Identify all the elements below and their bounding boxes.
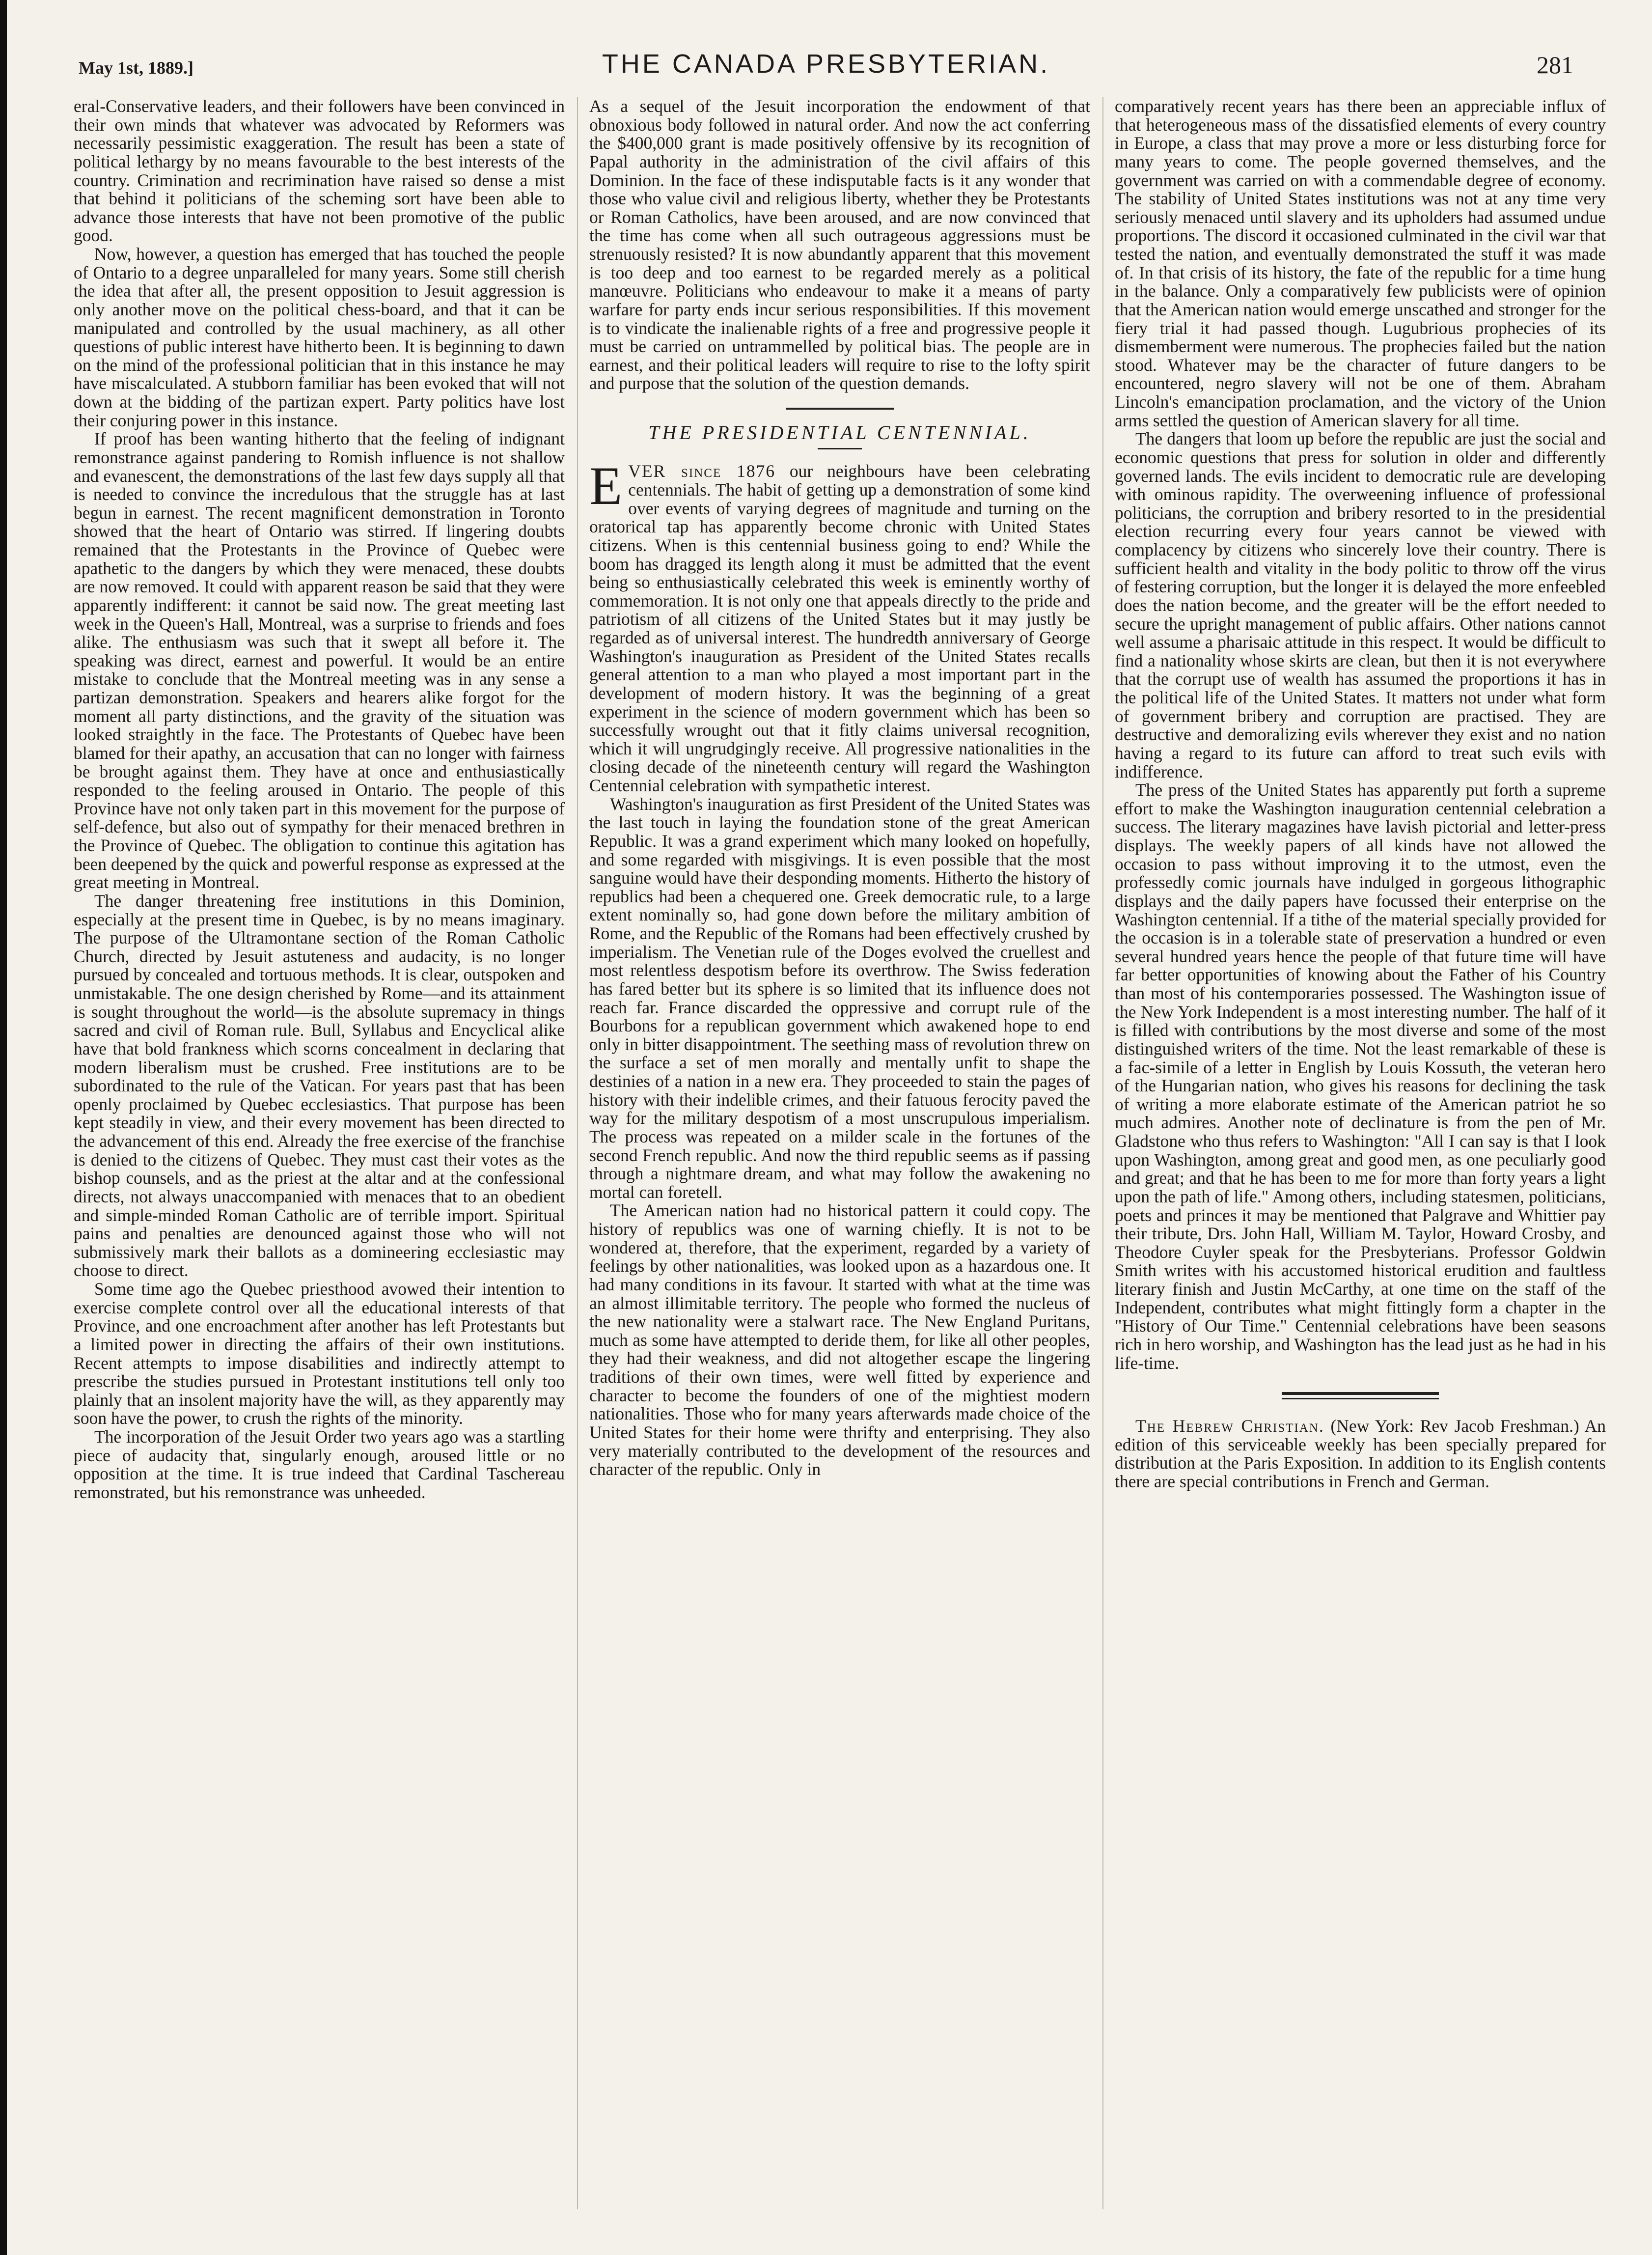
paragraph: The press of the United States has apparently put forth a supreme effort to make the Washington inauguration centennial celebration a success. The literary magazines have lavish pictorial and letter-press displays. The weekly papers of all kinds have not allowed the occasion to pass without improving it to the utmost, even the professedly comic journals have indulged in gorgeous lithographic displays and the daily papers have focussed their enterprise on the Washington centennial. If a tithe of the material specially provided for the occasion is in a tolerable state of preservation a hundred or even several hundred years hence the people of that future time will have far better opportunities of knowing about the Father of his Country than most of his contemporaries possessed. The Washington issue of the New York Independent is a most interesting number. The half of it is filled with contributions by the most diverse and some of the most distinguished writers of the time. Not the least remarkable of these is a fac-simile of a letter in English by Louis Kossuth, the veteran hero of the Hungarian nation, who gives his reasons for declining the task of writing a more elaborate estimate of the American patriot he so much admires. Another note of declinature is from the pen of Mr. Gladstone who thus refers to Washington: "All I can say is that I look upon Washington, among great and good men, as one peculiarly good and great; and that he has been to me for more than forty years a light upon the path of life." Among others, including statesmen, politicians, poets and princes it may be mentioned that Palgrave and Whittier pay their tribute, Drs. John Hall, William M. Taylor, Howard Crosby, and Theodore Cuyler speak for the Presbyterians. Professor Goldwin Smith writes with his accustomed historical erudition and faultless literary finish and Justin McCarthy, at one time on the staff of the Independent, contributes what might fittingly form a chapter in the "History of Our Time." Centennial celebrations have been seasons rich in hero worship, and Washington has the lead just as he had in his life-time. bbox=[1115, 780, 1606, 1373]
lead-text: our neighbours have been celebrating centennials. The habit of getting up a demonstration of some kind over events of varying degrees of magnitude and turning on the oratorical tap has apparently become chronic with United States citizens. When is this centennial business going to end? While the boom has dragged its length along it must be admitted that the event being so enthusiastically celebrated this week is eminently worthy of commemoration. It is not only one that appeals directly to the pride and patriotism of all citizens of the United States but it may justly be regarded as of universal interest. The hundredth anniversary of George Washington's inauguration as President of the United States recalls general attention to a man who played a most important part in the development of modern history. It was the beginning of a great experiment in the science of modern government which has been so successfully wrought out that it fitly claims universal recognition, which it will ungrudgingly receive. All progressive nationalities in the closing decade of the nineteenth century will regard the Washington Centennial celebration with sympathetic interest. bbox=[589, 461, 1090, 796]
paragraph: Washington's inauguration as first President of the United States was the last touch in laying the foundation stone of the great American Republic. It was a grand experiment which many looked on hopefully, and some regarded with misgivings. It is even possible that the most sanguine would have their desponding moments. Hitherto the history of republics had been a chequered one. Greek democratic rule, to a large extent nominally so, had gone down before the military ambition of Rome, and the Republic of the Romans had been effectively crushed by imperialism. The Venetian rule of the Doges evolved the cruellest and most relentless despotism before its overthrow. The Swiss federation has fared better but its sphere is so limited that its influence does not reach far. France discarded the oppressive and corrupt rule of the Bourbons for a republican government which awakened hope to end only in bitter disappointment. The seething mass of revolution threw on the surface a set of men morally and mentally unfit to shape the destinies of a nation in a new era. They proceeded to stain the pages of history with their indelible crimes, and their fatuous ferocity paved the way for the military despotism of a most unscrupulous imperialism. The process was repeated on a milder scale in the fortunes of the second French republic. And now the third republic seems as if passing through a nightmare dream, and what may follow the awakening no mortal can foretell. bbox=[589, 794, 1090, 1202]
page-number: 281 bbox=[1537, 51, 1573, 79]
column-right bbox=[1115, 97, 1606, 2209]
section-rule bbox=[786, 408, 894, 410]
paragraph: Now, however, a question has emerged that has touched the people of Ontario to a degree unparalleled for many years. Some still cherish the idea that after all, the present opposition to Jesuit aggression is only another move on the political chess-board, and that it can be manipulated and controlled by the usual machinery, as all other questions of public interest have hitherto been. It is beginning to dawn on the mind of the professional politician that in this instance he may have miscalculated. A stubborn familiar has been evoked that will not down at the bidding of the partizan expert. Party politics have lost their conjuring power in this instance. bbox=[74, 244, 565, 430]
page-header bbox=[74, 47, 1578, 86]
lead-words: VER since 1876 bbox=[628, 461, 776, 481]
issue-date: May 1st, 1889.] bbox=[79, 58, 193, 78]
paragraph: The danger threatening free institutions in this Dominion, especially at the present time in Quebec, is by no means imaginary. The purpose of the Ultramontane section of the Roman Catholic Church, directed by Jesuit astuteness and audacity, is no longer pursued by concealed and tortuous methods. It is clear, outspoken and unmistakable. The one design cherished by Rome—and its attainment is sought throughout the world—is the absolute supremacy in things sacred and civil of Roman rule. Bull, Syllabus and Encyclical alike have that bold frankness which scorns concealment in declaring that modern liberalism must be crushed. Free institutions are to be subordinated to the rule of the Vatican. For years past that has been openly proclaimed by Quebec ecclesiastics. That purpose has been kept steadily in view, and their every movement has been directed to the advancement of this end. Already the free exercise of the franchise is denied to the citizens of Quebec. They must cast their votes as the bishop counsels, and as the priest at the altar and at the confessional directs, not always unaccompanied with menaces that to an obedient and simple-minded Roman Catholic are of terrible import. Spiritual pains and penalties are denounced against those who will not submissively mark their ballots as a domineering ecclesiastic may choose to direct. bbox=[74, 891, 565, 1281]
review-title: The Hebrew Christian. bbox=[1135, 1416, 1324, 1436]
paragraph: The dangers that loom up before the republic are just the social and economic questions that press for solution in older and differently governed lands. The evils incident to democratic rule are developing with ominous rapidity. The overweening influence of professional politicians, the corruption and bribery resorted to in the presidential election recurring every four years cannot be viewed with complacency by citizens who sincerely love their country. There is sufficient health and vitality in the body politic to throw off the virus of festering corruption, but the longer it is delayed the more enfeebled does the nation become, and the greater will be the effort needed to secure the upright management of public affairs. Other nations cannot well assume a pharisaic attitude in this respect. It would be difficult to find a nationality whose skirts are clean, but then it is not everywhere that the corrupt use of wealth has assumed the proportions it has in the political life of the United States. It matters not under what form of government bribery and corruption are practised. They are destructive and demoralizing evils wherever they exist and no nation having a regard to its future can afford to treat such evils with indifference. bbox=[1115, 429, 1606, 781]
section-double-rule bbox=[1282, 1392, 1439, 1399]
scan-edge-bar bbox=[0, 0, 7, 2255]
paragraph: If proof has been wanting hitherto that the feeling of indignant remonstrance against pandering to Romish influence is not shallow and evanescent, the demonstrations of the last few days supply all that is needed to convince the incredulous that the struggle has at last begun in earnest. The recent magnificent demonstration in Toronto showed that the heart of Ontario was stirred. If lingering doubts remained that the Protestants in the Province of Quebec were apathetic to the dangers by which they were menaced, these doubts are now removed. It could with apparent reason be said that they were apparently indifferent: it cannot be said now. The great meeting last week in the Queen's Hall, Montreal, was a surprise to friends and foes alike. The enthusiasm was such that it swept all before it. The speaking was direct, earnest and powerful. It would be an entire mistake to conclude that the Montreal meeting was in any sense a partizan demonstration. Speakers and hearers alike forgot for the moment all party distinctions, and the gravity of the situation was looked straightly in the face. The Protestants of Quebec have been blamed for their apathy, an accusation that can no longer with fairness be brought against them. They have at once and enthusiastically responded to the feeling aroused in Ontario. The people of this Province have not only taken part in this movement for the purpose of self-defence, but also out of sympathy for their menaced brethren in the Province of Quebec. The obligation to continue this agitation has been deepened by the quick and powerful response as expressed at the great meeting in Montreal. bbox=[74, 429, 565, 892]
review-body: (New York: Rev Jacob Freshman.) An edition of this serviceable weekly has been specially prepared for distribution at the Paris Exposition. In addition to its English contents there are special contributions in French and German. bbox=[1115, 1416, 1606, 1491]
column-left bbox=[74, 97, 565, 2209]
column-divider bbox=[1102, 97, 1103, 2209]
drop-cap: E bbox=[589, 456, 623, 516]
masthead-title: THE CANADA PRESBYTERIAN. bbox=[602, 49, 1050, 79]
paragraph: The incorporation of the Jesuit Order two years ago was a startling piece of audacity that, singularly enough, aroused little or no opposition at the time. It is true indeed that Cardinal Taschereau remonstrated, but his remonstrance was unheeded. bbox=[74, 1427, 565, 1502]
article-title: THE PRESIDENTIAL CENTENNIAL. bbox=[648, 421, 1031, 444]
column-divider bbox=[577, 97, 578, 2209]
paragraph: comparatively recent years has there been an appreciable influx of that heterogeneous mass of the dissatisfied elements of every country in Europe, a class that may prove a more or less disturbing force for many years to come. The people governed themselves, and the government was carried on with a commendable degree of economy. The stability of United States institutions was not at any time very seriously menaced until slavery and its upholders had assumed undue proportions. The discord it occasioned culminated in the civil war that tested the nation, and eventually demonstrated the stuff it was made of. In that crisis of its history, the fate of the republic for a time hung in the balance. Only a comparatively few publicists were of opinion that the American nation would emerge unscathed and stronger for the fiery trial it had passed though. Lugubrious prophecies of its dismemberment were numerous. The prophecies failed but the nation stood. Whatever may be the character of future dangers to be encountered, negro slavery will not be one of them. Abraham Lincoln's emancipation proclamation, and the victory of the Union arms settled the question of American slavery for all time. bbox=[1115, 97, 1606, 430]
article-lead-paragraph bbox=[589, 456, 1090, 796]
paragraph: The American nation had no historical pattern it could copy. The history of republics was one of warning chiefly. It is not to be wondered at, therefore, that the experiment, regarded by a variety of feelings by other nationalities, was looked upon as a hazardous one. It had many conditions in its favour. It started with what at the time was an almost illimitable territory. The people who formed the nucleus of the new nationality were a stalwart race. The New England Puritans, much as some have attempted to deride them, for like all other peoples, they had their weakness, and did not altogether escape the lingering traditions of their own times, were well fitted by experience and character to become the founders of one of the mightiest modern nationalities. Those who for many years afterwards made choice of the United States for their home were thrifty and enterprising. They also very materially contributed to the development of the resources and character of the republic. Only in bbox=[589, 1200, 1090, 1479]
paragraph: As a sequel of the Jesuit incorporation the endowment of that obnoxious body followed in natural order. And now the act conferring the $400,000 grant is made positively offensive by its recognition of Papal authority in the administration of the civil affairs of this Dominion. In the face of these indisputable facts is it any wonder that those who value civil and religious liberty, whether they be Protestants or Roman Catholics, have been aroused, and are now convinced that the time has come when all such outrageous aggressions must be strenuously resisted? It is now abundantly apparent that this movement is too deep and too earnest to be regarded merely as a political manœuvre. Politicians who endeavour to make it a means of party warfare for party ends incur serious responsibilities. If this movement is to vindicate the inalienable rights of a free and progressive people it must be carried on untrammelled by political bias. The people are in earnest, and their political leaders will require to rise to the lofty spirit and purpose that the solution of the question demands. bbox=[589, 97, 1090, 393]
paragraph: eral-Conservative leaders, and their followers have been convinced in their own minds that whatever was advocated by Reformers was necessarily pessimistic exaggeration. The result has been a state of political lethargy by no means favourable to the best interests of the country. Crimination and recrimination have raised so dense a mist that behind it politicians of the scheming sort have been able to advance those interests that have not been promotive of the public good. bbox=[74, 97, 565, 246]
title-rule bbox=[818, 448, 862, 449]
review-notice bbox=[1115, 1417, 1606, 1491]
paragraph: Some time ago the Quebec priesthood avowed their intention to exercise complete control over all the educational interests of that Province, and one encroachment after another has left Protestants but a limited power in directing the affairs of their own institutions. Recent attempts to impose disabilities and indirectly attempt to prescribe the studies pursued in Protestant institutions tell only too plainly that an insolent majority have the will, as they apparently may soon have the power, to crush the rights of the minority. bbox=[74, 1279, 565, 1428]
column-middle bbox=[589, 97, 1090, 2209]
